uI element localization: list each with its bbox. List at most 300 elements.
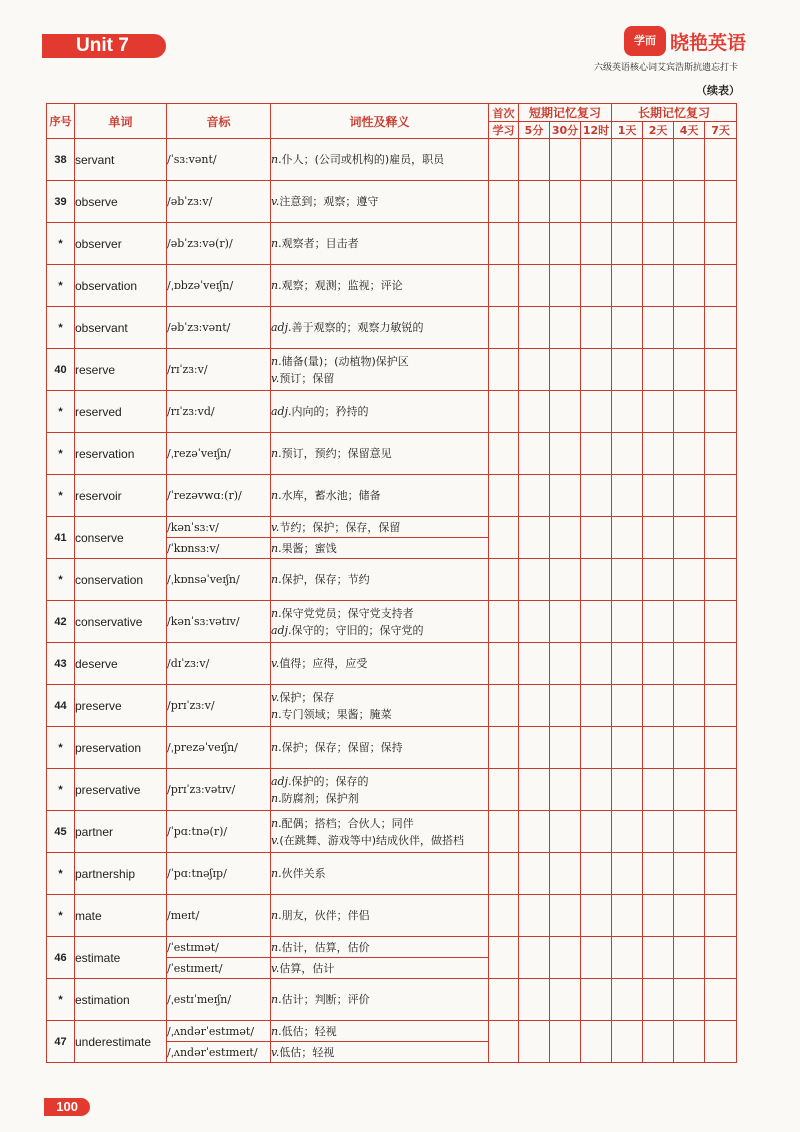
part-of-speech: n. (271, 573, 282, 586)
review-checkbox[interactable] (519, 979, 550, 1021)
review-checkbox[interactable] (581, 853, 612, 895)
review-checkbox[interactable] (705, 517, 737, 559)
review-checkbox[interactable] (705, 811, 737, 853)
header-short-col: 5分 (519, 122, 550, 139)
phonetic-cell: /ˌrezəˈveɪʃn/ (167, 433, 271, 475)
word-cell: observer (75, 223, 167, 265)
definition-line (271, 151, 488, 168)
header-short-term: 短期记忆复习 (519, 104, 612, 122)
phonetic-cell: /rɪˈzɜːv/ (167, 349, 271, 391)
part-of-speech: adj. (271, 405, 292, 418)
review-checkbox[interactable] (489, 307, 519, 349)
review-checkbox[interactable] (581, 643, 612, 685)
review-checkbox[interactable] (550, 307, 581, 349)
review-checkbox[interactable] (489, 181, 519, 223)
table-row (47, 937, 737, 958)
phonetic-cell: /ˌprezəˈveɪʃn/ (167, 727, 271, 769)
definition-line (271, 370, 488, 387)
review-checkbox[interactable] (674, 685, 705, 727)
review-checkbox[interactable] (550, 391, 581, 433)
phonetic-cell: /ˌestɪˈmeɪʃn/ (167, 979, 271, 1021)
review-checkbox[interactable] (519, 559, 550, 601)
part-of-speech: adj. (271, 321, 292, 334)
review-checkbox[interactable] (581, 979, 612, 1021)
definition-cell (271, 1042, 489, 1063)
definition-line (271, 622, 488, 639)
page-number: 100 (44, 1098, 90, 1116)
table-row (47, 349, 737, 391)
review-checkbox[interactable] (705, 769, 737, 811)
review-checkbox[interactable] (581, 517, 612, 559)
row-index: 46 (47, 937, 75, 979)
unit-label: Unit 7 (42, 34, 166, 58)
definition-cell (271, 181, 489, 223)
part-of-speech: n. (271, 1024, 282, 1038)
definition-line (271, 1023, 488, 1040)
review-checkbox[interactable] (519, 307, 550, 349)
review-checkbox[interactable] (643, 265, 674, 307)
word-cell: estimation (75, 979, 167, 1021)
review-checkbox[interactable] (643, 307, 674, 349)
review-checkbox[interactable] (550, 139, 581, 181)
review-checkbox[interactable] (581, 601, 612, 643)
review-checkbox[interactable] (674, 391, 705, 433)
review-checkbox[interactable] (550, 433, 581, 475)
review-checkbox[interactable] (581, 391, 612, 433)
phonetic-cell: /ˈestɪmət/ (167, 937, 271, 958)
definition-line (271, 815, 488, 832)
review-checkbox[interactable] (674, 223, 705, 265)
word-cell: conservative (75, 601, 167, 643)
review-checkbox[interactable] (550, 853, 581, 895)
review-checkbox[interactable] (643, 349, 674, 391)
review-checkbox[interactable] (612, 811, 643, 853)
review-checkbox[interactable] (643, 391, 674, 433)
brand-logo (624, 26, 746, 56)
review-checkbox[interactable] (519, 811, 550, 853)
review-checkbox[interactable] (581, 727, 612, 769)
definition-text: 保守的；守旧的；保守党的 (291, 623, 424, 637)
word-cell: preservative (75, 769, 167, 811)
review-checkbox[interactable] (612, 685, 643, 727)
definition-line (271, 487, 488, 504)
review-checkbox[interactable] (550, 643, 581, 685)
review-checkbox[interactable] (519, 895, 550, 937)
review-checkbox[interactable] (674, 727, 705, 769)
definition-cell (271, 349, 489, 391)
review-checkbox[interactable] (489, 265, 519, 307)
definition-cell (271, 223, 489, 265)
review-checkbox[interactable] (550, 475, 581, 517)
review-checkbox[interactable] (550, 769, 581, 811)
phonetic-cell: /ˌʌndərˈestɪmət/ (167, 1021, 271, 1042)
table-row (47, 181, 737, 223)
review-checkbox[interactable] (705, 853, 737, 895)
review-checkbox[interactable] (550, 1021, 581, 1063)
definition-cell (271, 769, 489, 811)
review-checkbox[interactable] (581, 139, 612, 181)
review-checkbox[interactable] (581, 433, 612, 475)
review-checkbox[interactable] (705, 307, 737, 349)
review-checkbox[interactable] (519, 265, 550, 307)
review-checkbox[interactable] (643, 937, 674, 979)
review-checkbox[interactable] (643, 181, 674, 223)
review-checkbox[interactable] (550, 181, 581, 223)
review-checkbox[interactable] (643, 223, 674, 265)
review-checkbox[interactable] (612, 223, 643, 265)
phonetic-cell: /prɪˈzɜːv/ (167, 685, 271, 727)
review-checkbox[interactable] (519, 475, 550, 517)
review-checkbox[interactable] (643, 475, 674, 517)
table-row (47, 307, 737, 349)
definition-cell (271, 979, 489, 1021)
review-checkbox[interactable] (612, 853, 643, 895)
definition-text: 伙伴关系 (281, 867, 326, 880)
review-checkbox[interactable] (550, 811, 581, 853)
review-checkbox[interactable] (705, 937, 737, 979)
review-checkbox[interactable] (612, 601, 643, 643)
review-checkbox[interactable] (612, 265, 643, 307)
word-cell: conservation (75, 559, 167, 601)
phonetic-cell: /ˈsɜːvənt/ (167, 139, 271, 181)
table-row (47, 475, 737, 517)
review-checkbox[interactable] (489, 349, 519, 391)
definition-line (271, 319, 488, 336)
review-checkbox[interactable] (581, 811, 612, 853)
review-checkbox[interactable] (581, 307, 612, 349)
review-checkbox[interactable] (489, 223, 519, 265)
review-checkbox[interactable] (519, 1021, 550, 1063)
review-checkbox[interactable] (643, 1021, 674, 1063)
review-checkbox[interactable] (581, 265, 612, 307)
row-index: * (47, 559, 75, 601)
review-checkbox[interactable] (581, 349, 612, 391)
row-index: * (47, 769, 75, 811)
review-checkbox[interactable] (489, 559, 519, 601)
review-checkbox[interactable] (643, 895, 674, 937)
review-checkbox[interactable] (519, 433, 550, 475)
review-checkbox[interactable] (519, 853, 550, 895)
review-checkbox[interactable] (519, 727, 550, 769)
review-checkbox[interactable] (550, 223, 581, 265)
definition-text: 低估；轻视 (279, 1045, 335, 1059)
review-checkbox[interactable] (674, 181, 705, 223)
review-checkbox[interactable] (674, 895, 705, 937)
review-checkbox[interactable] (674, 433, 705, 475)
review-checkbox[interactable] (705, 979, 737, 1021)
review-checkbox[interactable] (550, 559, 581, 601)
review-checkbox[interactable] (581, 685, 612, 727)
review-checkbox[interactable] (674, 1021, 705, 1063)
definition-line (271, 655, 488, 672)
review-checkbox[interactable] (550, 937, 581, 979)
review-checkbox[interactable] (612, 517, 643, 559)
review-checkbox[interactable] (705, 265, 737, 307)
review-checkbox[interactable] (612, 727, 643, 769)
review-checkbox[interactable] (674, 769, 705, 811)
phonetic-cell: /ˈpɑːtnə(r)/ (167, 811, 271, 853)
review-checkbox[interactable] (581, 937, 612, 979)
review-checkbox[interactable] (674, 265, 705, 307)
review-checkbox[interactable] (612, 979, 643, 1021)
row-index: 42 (47, 601, 75, 643)
review-checkbox[interactable] (550, 727, 581, 769)
definition-line (271, 1044, 488, 1061)
review-checkbox[interactable] (489, 769, 519, 811)
review-checkbox[interactable] (643, 769, 674, 811)
definition-cell (271, 307, 489, 349)
review-checkbox[interactable] (519, 223, 550, 265)
part-of-speech: n. (271, 741, 282, 754)
review-checkbox[interactable] (550, 895, 581, 937)
review-checkbox[interactable] (550, 685, 581, 727)
review-checkbox[interactable] (674, 559, 705, 601)
definition-cell (271, 643, 489, 685)
header-long-col: 7天 (705, 122, 737, 139)
review-checkbox[interactable] (612, 181, 643, 223)
review-checkbox[interactable] (705, 727, 737, 769)
phonetic-cell: /kənˈsɜːvətɪv/ (167, 601, 271, 643)
review-checkbox[interactable] (705, 643, 737, 685)
table-row (47, 265, 737, 307)
review-checkbox[interactable] (674, 475, 705, 517)
review-checkbox[interactable] (489, 643, 519, 685)
review-checkbox[interactable] (581, 895, 612, 937)
review-checkbox[interactable] (489, 391, 519, 433)
definition-text: 善于观察的；观察力敏锐的 (291, 321, 424, 334)
word-cell: conserve (75, 517, 167, 559)
review-checkbox[interactable] (519, 181, 550, 223)
review-checkbox[interactable] (705, 391, 737, 433)
review-checkbox[interactable] (519, 391, 550, 433)
review-checkbox[interactable] (643, 979, 674, 1021)
row-index: 45 (47, 811, 75, 853)
review-checkbox[interactable] (489, 979, 519, 1021)
review-checkbox[interactable] (705, 559, 737, 601)
part-of-speech: n. (271, 447, 282, 460)
review-checkbox[interactable] (581, 1021, 612, 1063)
review-checkbox[interactable] (705, 475, 737, 517)
review-checkbox[interactable] (643, 853, 674, 895)
row-index: * (47, 307, 75, 349)
phonetic-cell: /əbˈzɜːv/ (167, 181, 271, 223)
definition-line (271, 939, 488, 956)
review-checkbox[interactable] (612, 433, 643, 475)
word-cell: deserve (75, 643, 167, 685)
review-checkbox[interactable] (519, 517, 550, 559)
definition-line (271, 739, 488, 756)
definition-line (271, 519, 488, 536)
definition-line (271, 960, 488, 977)
header-first-study-top: 首次 (489, 104, 519, 122)
review-checkbox[interactable] (674, 811, 705, 853)
table-row (47, 223, 737, 265)
review-checkbox[interactable] (643, 643, 674, 685)
row-index: * (47, 895, 75, 937)
definition-text: 估算，估计 (279, 961, 335, 975)
review-checkbox[interactable] (705, 433, 737, 475)
definition-text: 朋友，伙伴；伴侣 (281, 909, 370, 922)
table-row (47, 391, 737, 433)
review-checkbox[interactable] (519, 937, 550, 979)
review-checkbox[interactable] (643, 601, 674, 643)
review-checkbox[interactable] (674, 937, 705, 979)
definition-text: 节约；保护；保存，保留 (279, 520, 401, 534)
review-checkbox[interactable] (550, 517, 581, 559)
review-checkbox[interactable] (674, 979, 705, 1021)
word-cell: reservoir (75, 475, 167, 517)
phonetic-cell: /meɪt/ (167, 895, 271, 937)
review-checkbox[interactable] (674, 643, 705, 685)
word-cell: preserve (75, 685, 167, 727)
review-checkbox[interactable] (550, 601, 581, 643)
review-checkbox[interactable] (581, 769, 612, 811)
definition-text: 保护；保存；保留；保持 (281, 741, 403, 754)
definition-cell (271, 853, 489, 895)
review-checkbox[interactable] (612, 559, 643, 601)
review-checkbox[interactable] (612, 391, 643, 433)
definition-line (271, 790, 488, 807)
definition-cell (271, 433, 489, 475)
definition-line (271, 832, 488, 849)
review-checkbox[interactable] (581, 559, 612, 601)
review-checkbox[interactable] (581, 475, 612, 517)
row-index: 39 (47, 181, 75, 223)
review-checkbox[interactable] (519, 349, 550, 391)
review-checkbox[interactable] (643, 685, 674, 727)
definition-line (271, 235, 488, 252)
review-checkbox[interactable] (705, 181, 737, 223)
review-checkbox[interactable] (489, 1021, 519, 1063)
review-checkbox[interactable] (519, 139, 550, 181)
definition-line (271, 773, 488, 790)
review-checkbox[interactable] (550, 349, 581, 391)
review-checkbox[interactable] (674, 307, 705, 349)
word-cell: servant (75, 139, 167, 181)
review-checkbox[interactable] (705, 1021, 737, 1063)
review-checkbox[interactable] (705, 895, 737, 937)
header-long-col: 4天 (674, 122, 705, 139)
review-checkbox[interactable] (674, 139, 705, 181)
review-checkbox[interactable] (519, 643, 550, 685)
definition-cell (271, 1021, 489, 1042)
review-checkbox[interactable] (705, 685, 737, 727)
phonetic-cell: /rɪˈzɜːvd/ (167, 391, 271, 433)
phonetic-cell: /ˌɒbzəˈveɪʃn/ (167, 265, 271, 307)
definition-line (271, 571, 488, 588)
word-cell: reserve (75, 349, 167, 391)
review-checkbox[interactable] (489, 937, 519, 979)
review-checkbox[interactable] (643, 559, 674, 601)
review-checkbox[interactable] (489, 853, 519, 895)
definition-text: 仆人；(公司或机构的)雇员，职员 (281, 153, 445, 166)
review-checkbox[interactable] (705, 139, 737, 181)
review-checkbox[interactable] (705, 349, 737, 391)
word-cell: reservation (75, 433, 167, 475)
row-index: * (47, 853, 75, 895)
review-checkbox[interactable] (643, 727, 674, 769)
review-checkbox[interactable] (489, 475, 519, 517)
part-of-speech: n. (271, 867, 282, 880)
row-index: 38 (47, 139, 75, 181)
definition-text: 估计；判断；评价 (281, 993, 370, 1006)
review-checkbox[interactable] (612, 475, 643, 517)
review-checkbox[interactable] (550, 265, 581, 307)
review-checkbox[interactable] (489, 895, 519, 937)
review-checkbox[interactable] (519, 769, 550, 811)
definition-cell (271, 685, 489, 727)
review-checkbox[interactable] (489, 517, 519, 559)
definition-text: 低估；轻视 (281, 1024, 337, 1038)
review-checkbox[interactable] (489, 727, 519, 769)
review-checkbox[interactable] (674, 601, 705, 643)
review-checkbox[interactable] (612, 769, 643, 811)
part-of-speech: n. (271, 153, 282, 166)
review-checkbox[interactable] (489, 811, 519, 853)
review-checkbox[interactable] (489, 433, 519, 475)
part-of-speech: n. (271, 354, 282, 368)
row-index: * (47, 265, 75, 307)
review-checkbox[interactable] (705, 601, 737, 643)
part-of-speech: n. (271, 541, 282, 555)
phonetic-cell: /ˌkɒnsəˈveɪʃn/ (167, 559, 271, 601)
part-of-speech: n. (271, 707, 282, 721)
review-checkbox[interactable] (674, 349, 705, 391)
table-row (47, 601, 737, 643)
header-first-study-bottom: 学习 (489, 122, 519, 139)
review-checkbox[interactable] (612, 1021, 643, 1063)
definition-line (271, 540, 488, 557)
review-checkbox[interactable] (674, 853, 705, 895)
review-checkbox[interactable] (550, 979, 581, 1021)
review-checkbox[interactable] (519, 601, 550, 643)
review-checkbox[interactable] (643, 811, 674, 853)
definition-cell (271, 559, 489, 601)
review-checkbox[interactable] (489, 139, 519, 181)
review-checkbox[interactable] (612, 895, 643, 937)
review-checkbox[interactable] (612, 937, 643, 979)
review-checkbox[interactable] (489, 601, 519, 643)
word-cell: preservation (75, 727, 167, 769)
review-checkbox[interactable] (612, 307, 643, 349)
definition-line (271, 605, 488, 622)
part-of-speech: n. (271, 606, 282, 620)
review-checkbox[interactable] (489, 685, 519, 727)
table-row (47, 685, 737, 727)
review-checkbox[interactable] (612, 139, 643, 181)
review-checkbox[interactable] (581, 181, 612, 223)
table-row (47, 559, 737, 601)
definition-text: 内向的；矜持的 (291, 405, 369, 418)
review-checkbox[interactable] (612, 643, 643, 685)
definition-text: 观察；观测；监视；评论 (281, 279, 403, 292)
part-of-speech: v. (271, 690, 280, 704)
part-of-speech: v. (271, 1045, 280, 1059)
review-checkbox[interactable] (674, 517, 705, 559)
review-checkbox[interactable] (581, 223, 612, 265)
table-row (47, 643, 737, 685)
review-checkbox[interactable] (612, 349, 643, 391)
review-checkbox[interactable] (519, 685, 550, 727)
review-checkbox[interactable] (643, 433, 674, 475)
word-cell: observation (75, 265, 167, 307)
definition-line (271, 706, 488, 723)
review-checkbox[interactable] (705, 223, 737, 265)
review-checkbox[interactable] (643, 139, 674, 181)
review-checkbox[interactable] (643, 517, 674, 559)
definition-cell (271, 811, 489, 853)
word-cell: partner (75, 811, 167, 853)
